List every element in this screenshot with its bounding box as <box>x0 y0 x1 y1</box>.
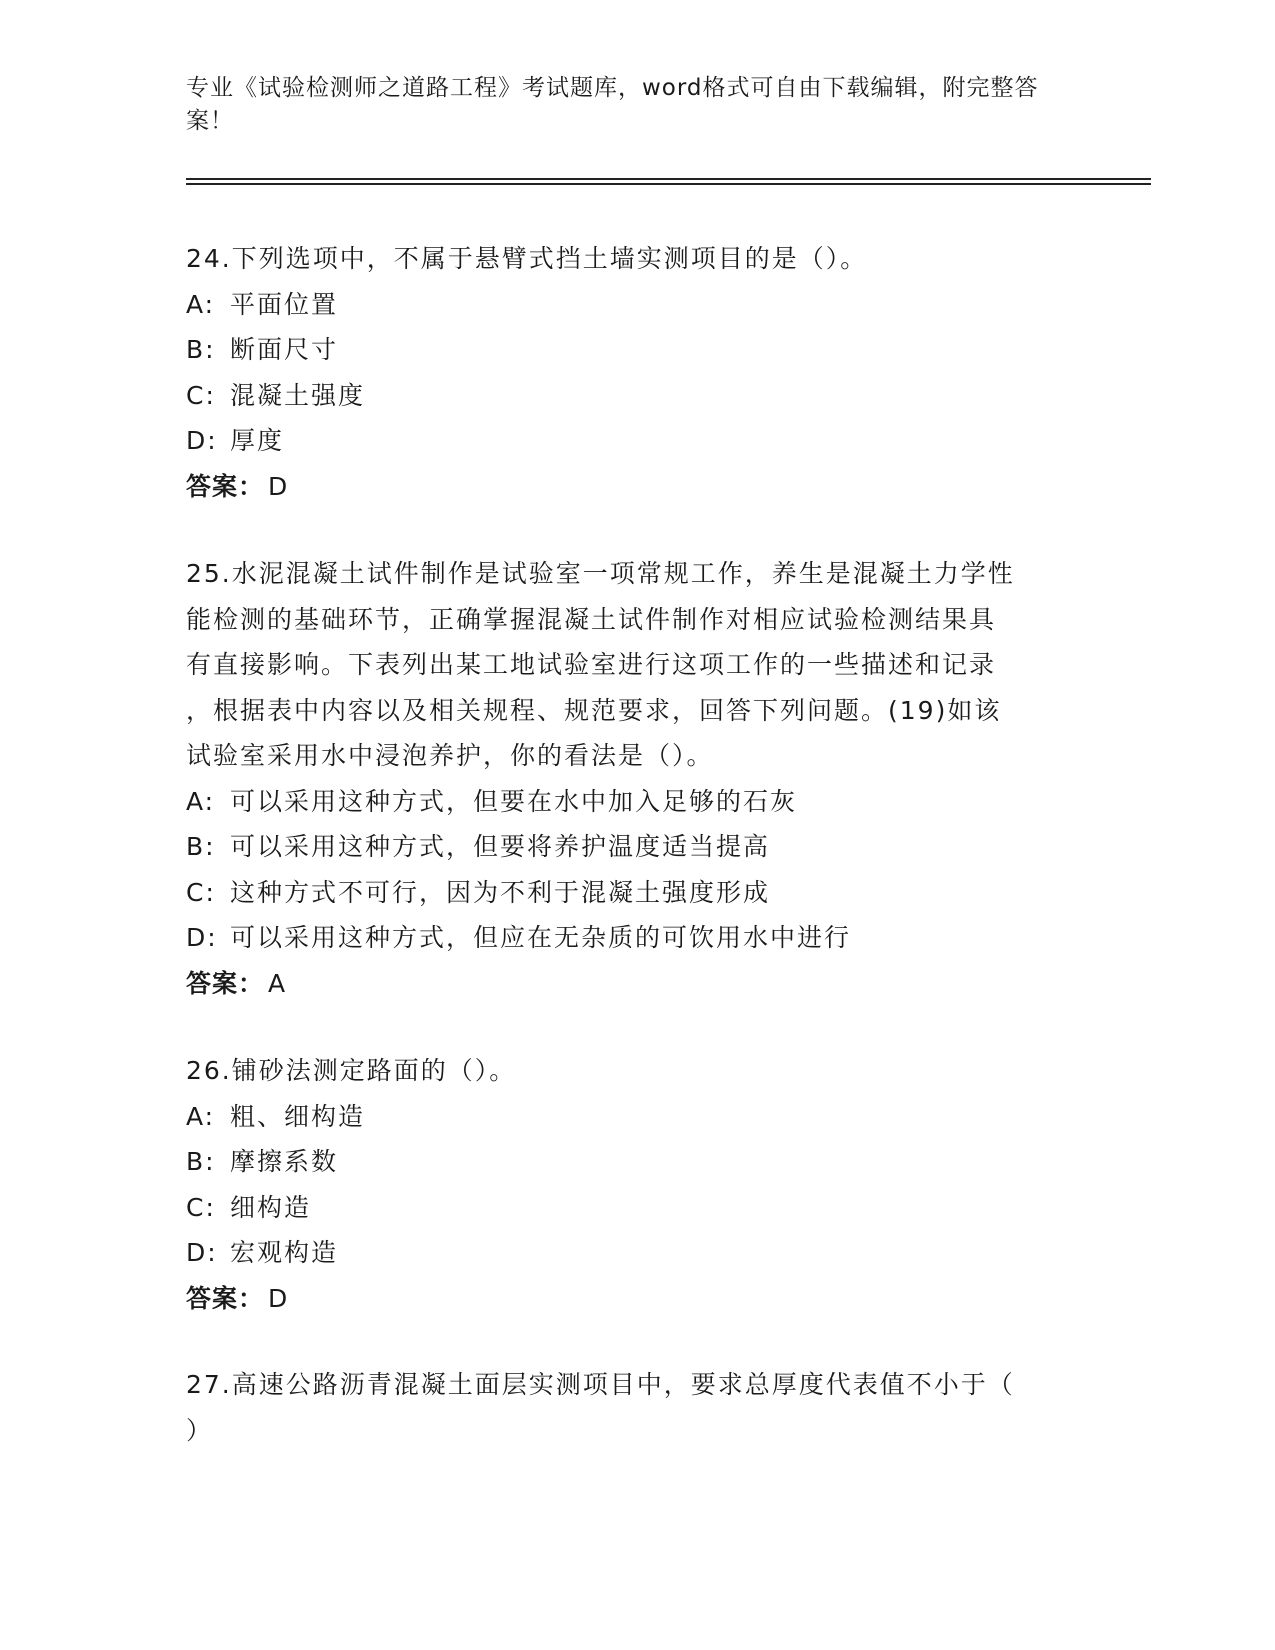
answer <box>186 464 1086 510</box>
option-key: A: <box>186 1101 216 1131</box>
question-25 <box>186 551 1086 1006</box>
option-b <box>186 327 1086 373</box>
question-stem: 26.铺砂法测定路面的（）。 <box>186 1056 517 1085</box>
answer-value: D <box>268 471 289 501</box>
option-text: 可以采用这种方式，但要在水中加入足够的石灰 <box>230 786 798 816</box>
option-text: 摩擦系数 <box>230 1147 339 1176</box>
option-key: C: <box>186 1192 216 1222</box>
option-key: A: <box>186 289 216 319</box>
option-key: B: <box>186 832 216 861</box>
header-divider-bottom <box>186 183 1151 185</box>
option-a <box>186 779 1086 825</box>
question-stem: 24.下列选项中，不属于悬臂式挡土墙实测项目的是（）。 <box>186 244 868 273</box>
option-text: 可以采用这种方式，但应在无杂质的可饮用水中进行 <box>230 923 852 952</box>
option-key: D: <box>186 426 218 455</box>
option-key: D: <box>186 1238 218 1267</box>
document-header <box>186 72 1066 138</box>
option-text: 可以采用这种方式，但要将养护温度适当提高 <box>230 832 771 861</box>
question-stem-line-2: 能检测的基础环节，正确掌握混凝土试件制作对相应试验检测结果具 <box>186 604 997 634</box>
option-d <box>186 418 1086 464</box>
option-d <box>186 915 1086 961</box>
answer <box>186 1276 1086 1322</box>
question-stem-line-2: ） <box>186 1415 214 1445</box>
option-text: 细构造 <box>230 1192 312 1222</box>
option-c <box>186 373 1086 419</box>
question-stem-line-3: 有直接影响。下表列出某工地试验室进行这项工作的一些描述和记录 <box>186 650 997 679</box>
option-key: C: <box>186 380 216 410</box>
option-c <box>186 870 1086 916</box>
option-text: 这种方式不可行，因为不利于混凝土强度形成 <box>230 877 771 907</box>
answer-label: 答案： <box>186 968 265 998</box>
option-b <box>186 1139 1086 1185</box>
question-27 <box>186 1362 1086 1453</box>
header-divider-top <box>186 178 1151 180</box>
option-text: 粗、细构造 <box>230 1101 366 1131</box>
option-key: C: <box>186 877 216 907</box>
option-key: A: <box>186 786 216 816</box>
question-stem-line-4: ，根据表中内容以及相关规程、规范要求，回答下列问题。(19)如该 <box>186 695 1002 725</box>
option-text: 厚度 <box>230 426 285 455</box>
answer-value: A <box>268 968 287 998</box>
question-24 <box>186 236 1086 509</box>
question-stem-line-1: 25.水泥混凝土试件制作是试验室一项常规工作，养生是混凝土力学性 <box>186 559 1015 588</box>
option-text: 宏观构造 <box>230 1238 339 1267</box>
header-line-1: 专业《试验检测师之道路工程》考试题库，word格式可自由下载编辑，附完整答 <box>186 75 1039 101</box>
header-line-2: 案！ <box>186 108 234 134</box>
option-text: 断面尺寸 <box>230 335 339 364</box>
answer-label: 答案： <box>186 471 265 501</box>
answer-label: 答案： <box>186 1283 265 1313</box>
option-key: D: <box>186 923 218 952</box>
option-a <box>186 282 1086 328</box>
option-text: 混凝土强度 <box>230 380 366 410</box>
option-d <box>186 1230 1086 1276</box>
option-a <box>186 1094 1086 1140</box>
option-text: 平面位置 <box>230 289 339 319</box>
answer-value: D <box>268 1283 289 1313</box>
option-key: B: <box>186 1147 216 1176</box>
question-26 <box>186 1048 1086 1321</box>
answer <box>186 961 1086 1007</box>
question-stem-line-1: 27.高速公路沥青混凝土面层实测项目中，要求总厚度代表值不小于（ <box>186 1370 1015 1399</box>
option-key: B: <box>186 335 216 364</box>
option-b <box>186 824 1086 870</box>
question-stem-line-5: 试验室采用水中浸泡养护，你的看法是（）。 <box>186 741 714 770</box>
option-c <box>186 1185 1086 1231</box>
